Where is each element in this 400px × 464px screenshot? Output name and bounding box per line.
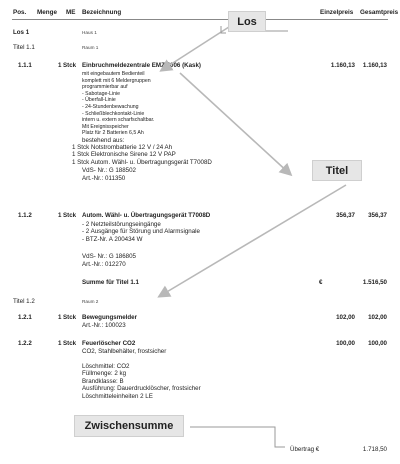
pos-1-1-1-number: 1.1.1 <box>18 62 32 69</box>
description-line: Mit Ereignisspeicher <box>82 123 129 130</box>
description-line: - 2 Ausgänge für Störung und Alarmsignale <box>82 228 200 236</box>
description-line: - Schließblechkontakt-Linie <box>82 110 145 117</box>
pos-1-2-1-art: Art.-Nr.: 100023 <box>82 322 126 329</box>
sub-item-line: 1 Stck Elektronische Sirene 12 V PAP <box>72 151 176 159</box>
description-line: Löschmittel: CO2 <box>82 363 130 370</box>
header-einzelpreis: Einzelpreis <box>320 9 354 16</box>
sub-item-line: 1 Stck Notstrombatterie 12 V / 24 Ah <box>72 144 173 151</box>
description-line: - Sabotage-Linie <box>82 90 121 97</box>
pos-1-1-2-unit: Stck <box>63 212 77 219</box>
description-line: Brandklasse: B <box>82 377 124 385</box>
description-line: - 2 Netzteilstörungseingänge <box>82 221 161 228</box>
description-line: Löschmitteleinheiten 2 LE <box>82 392 153 400</box>
pos-1-1-2-unit-price: 356,37 <box>336 212 355 219</box>
pos-1-1-1-vds: VdS- Nr.: G 188502 <box>82 167 136 174</box>
pos-1-1-2-total: 356,37 <box>368 212 387 219</box>
summe-currency: € <box>319 279 323 286</box>
pos-1-2-2-unit: Stck <box>63 340 77 347</box>
pos-1-2-1-total: 102,00 <box>368 314 387 321</box>
description-line: - Überfall-Linie <box>82 97 116 104</box>
pos-1-1-1-art: Art.-Nr.: 011350 <box>82 175 126 182</box>
pos-1-2-1-number: 1.2.1 <box>18 314 32 321</box>
pos-1-2-1-unit: Stck <box>63 314 77 321</box>
los-note: Haus 1 <box>82 30 97 35</box>
pos-1-1-2-number: 1.1.2 <box>18 212 32 219</box>
pos-1-2-2-subtitle: CO2, Stahlbehälter, frostsicher <box>82 348 167 355</box>
pos-1-1-2-art: Art.-Nr.: 012270 <box>82 261 126 268</box>
description-line: programmierbar auf <box>82 84 128 91</box>
uebertrag-label: Übertrag € <box>290 446 320 453</box>
callout-zwischensumme: Zwischensumme <box>74 415 184 437</box>
pos-1-2-2-number: 1.2.2 <box>18 340 32 347</box>
sub-item-line: 1 Stck Autom. Wähl- u. Übertragungsgerät T7008D <box>72 158 212 166</box>
pos-1-2-1-title: Bewegungsmelder <box>82 314 138 321</box>
description-line: komplett mit 6 Meldergruppen <box>82 77 151 84</box>
summe-titel-1-1-label: Summe für Titel 1.1 <box>82 279 139 286</box>
callout-los: Los <box>228 11 266 32</box>
description-line: Platz für 2 Batterien 6,5 Ah <box>82 130 144 137</box>
pos-1-1-2-qty: 1 <box>58 212 62 219</box>
pos-1-1-1-qty: 1 <box>58 62 62 69</box>
description-line: - BTZ-Nr. A 200434 W <box>82 235 143 243</box>
description-line: mit eingebautem Bedienteil <box>82 71 145 77</box>
pos-1-1-1-unit: Stck <box>63 62 77 69</box>
pos-1-2-2-total: 100,00 <box>368 340 387 347</box>
header-menge: Menge <box>37 9 57 16</box>
pos-1-1-2-vds: VdS- Nr.: G 186805 <box>82 253 136 260</box>
description-line: intern u. extern scharfschaltbar. <box>82 117 155 124</box>
pos-1-2-1-unit-price: 102,00 <box>336 314 355 321</box>
pos-1-1-1-unit-price: 1.160,13 <box>330 62 355 69</box>
titel-1-2-note: Raum 2 <box>82 299 99 304</box>
pos-1-2-2-title: Feuerlöscher CO2 <box>82 340 136 347</box>
pos-1-1-2-title: Autom. Wähl- u. Übertragungsgerät T7008D <box>82 212 211 219</box>
los-label: Los 1 <box>13 29 30 36</box>
description-line: - 24-Stundenbewachung <box>82 103 139 110</box>
pos-1-1-1-sub-header: bestehend aus: <box>82 137 125 144</box>
titel-1-2-label: Titel 1.2 <box>13 298 35 305</box>
pos-1-2-2-qty: 1 <box>58 340 62 347</box>
titel-1-1-label: Titel 1.1 <box>13 44 35 51</box>
summe-titel-1-1-value: 1.516,50 <box>362 279 387 286</box>
titel-1-1-note: Raum 1 <box>82 45 99 50</box>
callout-titel: Titel <box>312 160 362 181</box>
description-line: Ausführung: Dauerdrucklöscher, frostsicher <box>82 385 201 393</box>
header-pos: Pos. <box>13 9 27 16</box>
uebertrag-value: 1.718,50 <box>362 446 387 453</box>
header-gesamtpreis: Gesamtpreis <box>360 9 399 16</box>
pos-1-2-2-unit-price: 100,00 <box>336 340 355 347</box>
pos-1-1-1-total: 1.160,13 <box>362 62 387 69</box>
description-line: Füllmenge: 2 kg <box>82 370 127 378</box>
pos-1-1-1-title: Einbruchmeldezentrale EMZ 4006 (Kask) <box>82 62 201 69</box>
header-bezeichnung: Bezeichnung <box>82 9 122 16</box>
header-me: ME <box>66 9 76 16</box>
pos-1-2-1-qty: 1 <box>58 314 62 321</box>
